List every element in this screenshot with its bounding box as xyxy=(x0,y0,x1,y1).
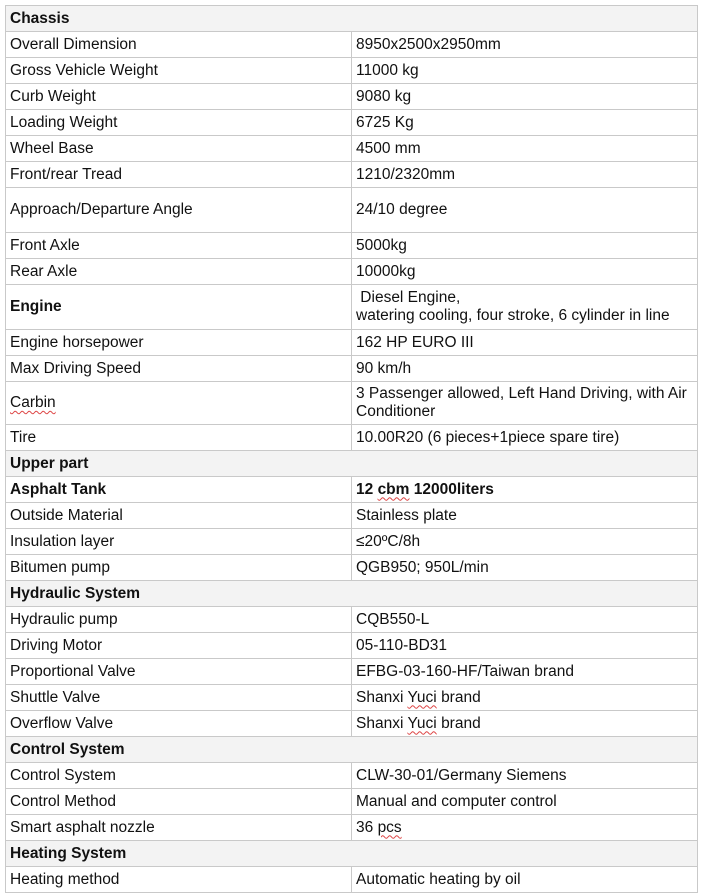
spec-value: 6725 Kg xyxy=(352,110,698,136)
value-part: Yuci xyxy=(407,714,437,732)
table-row xyxy=(6,162,698,188)
table-row xyxy=(6,815,698,841)
spec-value xyxy=(352,711,698,737)
table-row xyxy=(6,259,698,285)
spec-label: Gross Vehicle Weight xyxy=(6,58,352,84)
table-row xyxy=(6,711,698,737)
spec-value: EFBG-03-160-HF/Taiwan brand xyxy=(352,659,698,685)
value-part: pcs xyxy=(377,818,402,836)
table-row xyxy=(6,607,698,633)
spec-value: Stainless plate xyxy=(352,503,698,529)
table-row xyxy=(6,763,698,789)
section-row xyxy=(6,451,698,477)
spec-label: Max Driving Speed xyxy=(6,356,352,382)
spec-label: Smart asphalt nozzle xyxy=(6,815,352,841)
value-part: Yuci xyxy=(407,688,437,706)
spec-value: 10.00R20 (6 pieces+1piece spare tire) xyxy=(352,425,698,451)
spec-value: 1210/2320mm xyxy=(352,162,698,188)
spec-value: CQB550-L xyxy=(352,607,698,633)
table-row xyxy=(6,685,698,711)
table-row xyxy=(6,789,698,815)
spec-table xyxy=(5,5,698,893)
section-title: Hydraulic System xyxy=(6,581,698,607)
table-row xyxy=(6,84,698,110)
spec-label: Front Axle xyxy=(6,233,352,259)
spec-label: Overflow Valve xyxy=(6,711,352,737)
spec-label: Outside Material xyxy=(6,503,352,529)
engine-value-line-1: Diesel Engine, xyxy=(356,289,461,306)
table-row xyxy=(6,503,698,529)
spec-label: Control System xyxy=(6,763,352,789)
table-row xyxy=(6,382,698,425)
value-part: 12 xyxy=(356,480,374,498)
value-part: Shanxi xyxy=(356,688,404,706)
spec-value: 90 km/h xyxy=(352,356,698,382)
table-row xyxy=(6,285,698,330)
spec-value: 10000kg xyxy=(352,259,698,285)
spec-value: 05-110-BD31 xyxy=(352,633,698,659)
spec-value xyxy=(352,477,698,503)
spec-value xyxy=(352,285,698,330)
spec-label: Engine xyxy=(6,285,352,330)
spec-value: 4500 mm xyxy=(352,136,698,162)
section-title: Upper part xyxy=(6,451,698,477)
value-part: cbm xyxy=(377,480,410,498)
spec-label: Heating method xyxy=(6,867,352,893)
spec-label: Proportional Valve xyxy=(6,659,352,685)
spec-value: 5000kg xyxy=(352,233,698,259)
spec-label: Control Method xyxy=(6,789,352,815)
spec-value: Manual and computer control xyxy=(352,789,698,815)
spec-label: Driving Motor xyxy=(6,633,352,659)
spec-label: Engine horsepower xyxy=(6,330,352,356)
spec-value: 24/10 degree xyxy=(352,188,698,233)
table-row xyxy=(6,425,698,451)
table-row xyxy=(6,330,698,356)
table-row xyxy=(6,659,698,685)
table-row xyxy=(6,633,698,659)
spec-label: Curb Weight xyxy=(6,84,352,110)
spec-value: ≤20ºC/8h xyxy=(352,529,698,555)
table-row xyxy=(6,110,698,136)
table-row xyxy=(6,188,698,233)
engine-value-line-2: watering cooling, four stroke, 6 cylinder in line xyxy=(356,307,670,324)
table-row xyxy=(6,477,698,503)
spec-label: Overall Dimension xyxy=(6,32,352,58)
table-row xyxy=(6,867,698,893)
spec-value xyxy=(352,685,698,711)
spec-label: Front/rear Tread xyxy=(6,162,352,188)
spec-label: Carbin xyxy=(10,394,56,411)
spec-label: Insulation layer xyxy=(6,529,352,555)
table-row xyxy=(6,233,698,259)
spec-label: Tire xyxy=(6,425,352,451)
spec-label: Bitumen pump xyxy=(6,555,352,581)
spec-label: Wheel Base xyxy=(6,136,352,162)
spec-value: 9080 kg xyxy=(352,84,698,110)
section-title: Control System xyxy=(6,737,698,763)
spec-value: 3 Passenger allowed, Left Hand Driving, with Air Conditioner xyxy=(352,382,698,425)
spec-value xyxy=(352,815,698,841)
section-title: Chassis xyxy=(6,6,698,32)
table-row xyxy=(6,136,698,162)
section-row xyxy=(6,737,698,763)
section-row xyxy=(6,581,698,607)
spec-label: Rear Axle xyxy=(6,259,352,285)
value-part: 36 xyxy=(356,818,374,836)
spec-label: Loading Weight xyxy=(6,110,352,136)
value-part: 12000liters xyxy=(413,480,494,498)
table-row xyxy=(6,32,698,58)
spec-value: 11000 kg xyxy=(352,58,698,84)
spec-label: Hydraulic pump xyxy=(6,607,352,633)
table-row xyxy=(6,58,698,84)
spec-value: CLW-30-01/Germany Siemens xyxy=(352,763,698,789)
table-row xyxy=(6,356,698,382)
spec-label: Asphalt Tank xyxy=(6,477,352,503)
table-row xyxy=(6,529,698,555)
spec-value: QGB950; 950L/min xyxy=(352,555,698,581)
value-part: brand xyxy=(441,688,481,706)
table-row xyxy=(6,555,698,581)
section-row xyxy=(6,6,698,32)
value-part: Shanxi xyxy=(356,714,404,732)
section-row xyxy=(6,841,698,867)
spec-label: Shuttle Valve xyxy=(6,685,352,711)
value-part: brand xyxy=(441,714,481,732)
section-title: Heating System xyxy=(6,841,698,867)
spec-value: 162 HP EURO III xyxy=(352,330,698,356)
spec-value: Automatic heating by oil xyxy=(352,867,698,893)
spec-value: 8950x2500x2950mm xyxy=(352,32,698,58)
spec-label: Approach/Departure Angle xyxy=(6,188,352,233)
